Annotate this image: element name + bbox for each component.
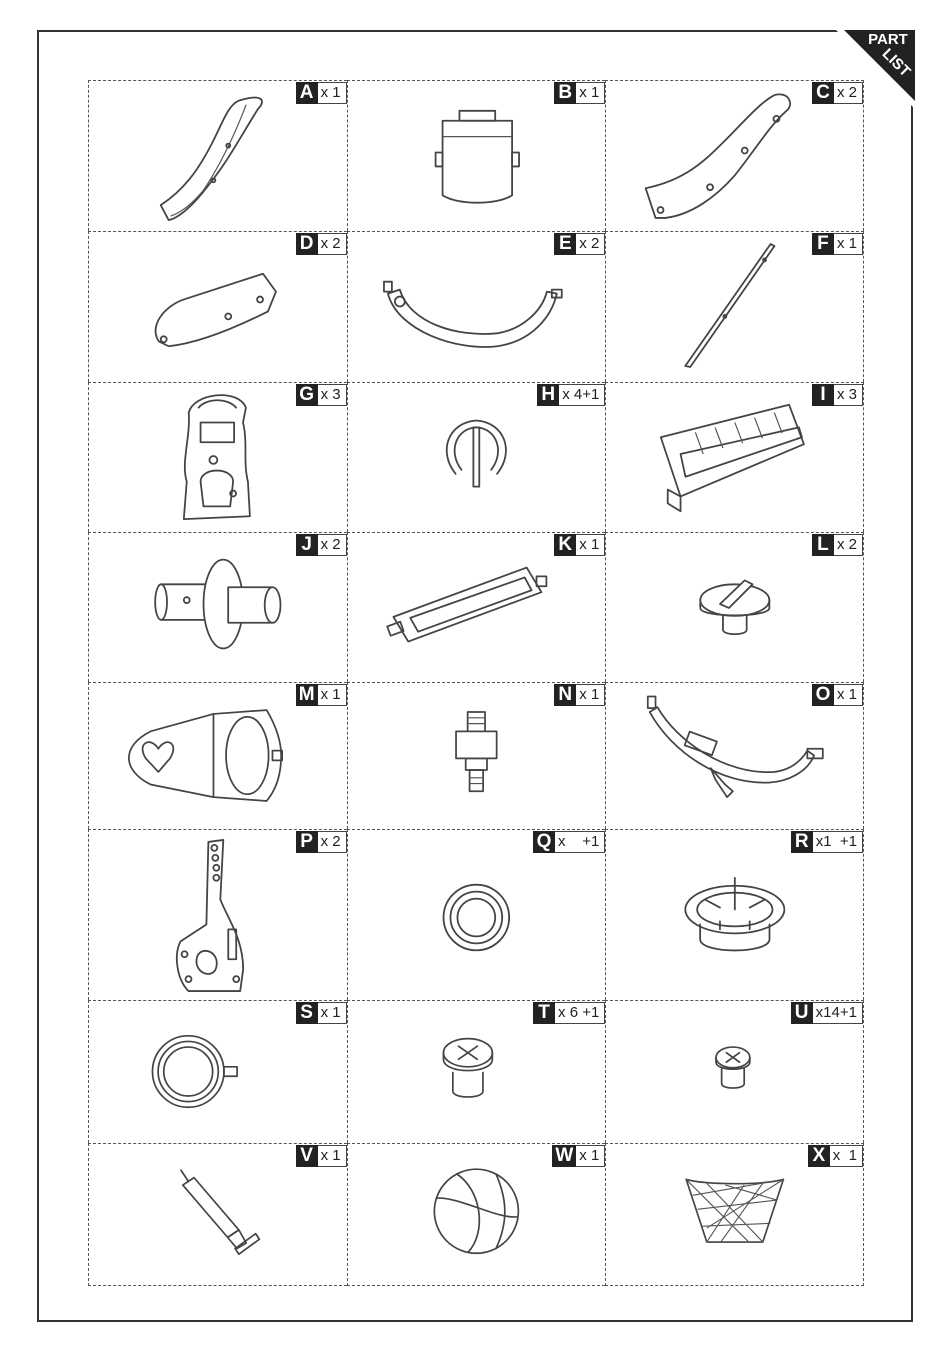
part-letter: H bbox=[537, 384, 559, 406]
part-quantity: x 3 bbox=[834, 384, 863, 406]
part-quantity: x 6 +1 bbox=[555, 1002, 605, 1024]
part-letter: E bbox=[554, 233, 576, 255]
side-bracket-icon bbox=[89, 830, 347, 1000]
part-cell-A bbox=[88, 80, 347, 231]
part-letter: S bbox=[296, 1002, 318, 1024]
part-cell-L bbox=[605, 532, 864, 682]
part-quantity: x 1 bbox=[318, 82, 347, 104]
part-letter: U bbox=[791, 1002, 813, 1024]
part-quantity: x 1 bbox=[576, 684, 605, 706]
badge-line1: PART bbox=[868, 31, 908, 48]
part-letter: R bbox=[791, 831, 813, 853]
part-cell-K bbox=[347, 532, 606, 682]
part-letter: W bbox=[552, 1145, 576, 1167]
part-quantity: x 1 bbox=[318, 1002, 347, 1024]
part-quantity: x 1 bbox=[576, 534, 605, 556]
part-letter: M bbox=[296, 684, 318, 706]
part-cell-B bbox=[347, 80, 606, 231]
part-letter: T bbox=[533, 1002, 555, 1024]
part-quantity: x14+1 bbox=[813, 1002, 863, 1024]
part-letter: G bbox=[296, 384, 318, 406]
ring-nut-icon bbox=[348, 830, 606, 1000]
part-letter: I bbox=[812, 384, 834, 406]
part-letter: N bbox=[554, 684, 576, 706]
part-cell-C bbox=[605, 80, 864, 231]
part-cell-J bbox=[88, 532, 347, 682]
part-quantity: x 1 bbox=[834, 684, 863, 706]
part-cell-U bbox=[605, 1000, 864, 1143]
part-quantity: x 4+1 bbox=[559, 384, 605, 406]
part-quantity: x 2 bbox=[834, 82, 863, 104]
part-quantity: x 1 bbox=[576, 1145, 605, 1167]
part-quantity: x 1 bbox=[318, 1145, 347, 1167]
part-quantity: x 2 bbox=[318, 534, 347, 556]
part-cell-E bbox=[347, 231, 606, 382]
part-cell-G bbox=[88, 382, 347, 532]
part-quantity: x 1 bbox=[834, 233, 863, 255]
part-letter: B bbox=[554, 82, 576, 104]
part-cell-W bbox=[347, 1143, 606, 1286]
part-cell-N bbox=[347, 682, 606, 829]
part-letter: L bbox=[812, 534, 834, 556]
part-cell-H bbox=[347, 382, 606, 532]
part-letter: V bbox=[296, 1145, 318, 1167]
part-letter: J bbox=[296, 534, 318, 556]
part-cell-F bbox=[605, 231, 864, 382]
part-cell-V bbox=[88, 1143, 347, 1286]
part-cell-O bbox=[605, 682, 864, 829]
badge-line2: LIST bbox=[878, 45, 914, 81]
part-letter: O bbox=[812, 684, 834, 706]
part-cell-S bbox=[88, 1000, 347, 1143]
part-quantity: x 2 bbox=[318, 831, 347, 853]
part-cell-T bbox=[347, 1000, 606, 1143]
parts-grid bbox=[88, 80, 864, 1286]
part-letter: K bbox=[554, 534, 576, 556]
part-cell-M bbox=[88, 682, 347, 829]
part-quantity: x 1 bbox=[576, 82, 605, 104]
part-letter: A bbox=[296, 82, 318, 104]
part-cell-R bbox=[605, 829, 864, 1000]
part-letter: P bbox=[296, 831, 318, 853]
part-quantity: x 2 bbox=[318, 233, 347, 255]
part-cell-Q bbox=[347, 829, 606, 1000]
part-cell-X bbox=[605, 1143, 864, 1286]
part-letter: X bbox=[808, 1145, 830, 1167]
part-quantity: x +1 bbox=[555, 831, 605, 853]
part-quantity: x 2 bbox=[834, 534, 863, 556]
part-quantity: x 1 bbox=[830, 1145, 863, 1167]
part-letter: F bbox=[812, 233, 834, 255]
part-quantity: x 3 bbox=[318, 384, 347, 406]
part-quantity: x 2 bbox=[576, 233, 605, 255]
part-letter: Q bbox=[533, 831, 555, 853]
part-cell-D bbox=[88, 231, 347, 382]
part-cell-P bbox=[88, 829, 347, 1000]
part-quantity: x 1 bbox=[318, 684, 347, 706]
base-cap-icon bbox=[606, 830, 863, 1000]
part-cell-I bbox=[605, 382, 864, 532]
part-letter: D bbox=[296, 233, 318, 255]
part-quantity: x1 +1 bbox=[813, 831, 863, 853]
part-letter: C bbox=[812, 82, 834, 104]
